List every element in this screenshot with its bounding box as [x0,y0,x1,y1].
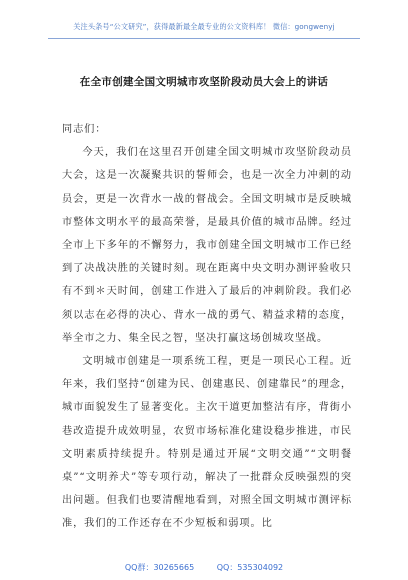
paragraph-2: 文明城市创建是一项系统工程，更是一项民心工程。近年来，我们坚持“创建为民、创建惠民、创建靠民”的理念，城市面貌发生了显著变化。主次干道更加整洁有序，背街小巷改造提升成效明显，农贸市场标准化建设稳步推进，市民文明素质持续提升。特别是通过开展“文明交通”“文明餐桌”“文明养犬”等专项行动，解决了一批群众反映强烈的突出问题。但我们也要清醒地看到，对照全国文明城市测评标准，我们的工作还存在不少短板和弱项。比 [62,356,352,530]
header-banner: 关注头条号“公文研究”，获得最新最全最专业的公文资料库！ 微信：gongwenyj [73,22,335,31]
document-title: 在全市创建全国文明城市攻坚阶段动员大会上的讲话 [79,76,329,88]
document-body [62,118,352,536]
footer [0,562,408,573]
salutation: 同志们： [62,124,107,135]
footer-qq: QQ：535304092 [216,563,284,572]
footer-qq-group: QQ群：30265665 [124,563,195,572]
header-divider [48,38,360,39]
paragraph-1: 今天，我们在这里召开创建全国文明城市攻坚阶段动员大会，这是一次凝聚共识的誓师会，也是一次全力冲刺的动员会，更是一次背水一战的督战会。全国文明城市是反映城市整体文明水平的最高荣誉，是最具价值的城市品牌。经过全市上下多年的不懈努力，我市创建全国文明城市工作已经到了决战决胜的关键时刻。现在距离中央文明办测评验收只有不到＊天时间，创建工作进入了最后的冲刺阶段。我们必须以志在必得的决心、背水一战的勇气、精益求精的态度，举全市之力、集全民之智，坚决打赢这场创城攻坚战。 [62,147,352,344]
